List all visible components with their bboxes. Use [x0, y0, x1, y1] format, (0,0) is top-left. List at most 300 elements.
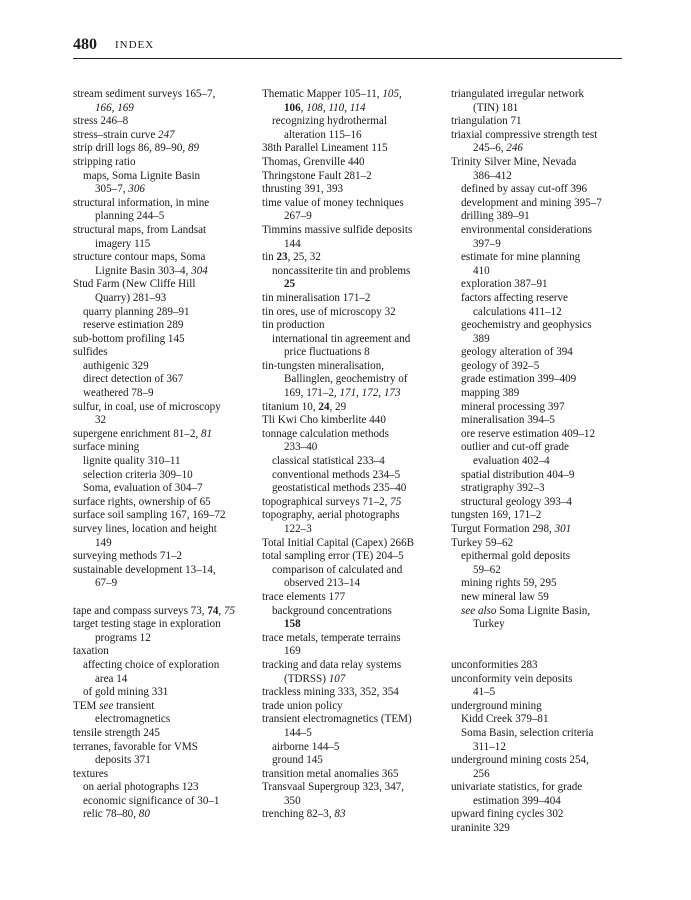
entry-text: development and mining 395–7 — [461, 196, 602, 209]
entry-text: underground mining costs 254, — [451, 754, 589, 767]
entry-text: sulfides — [73, 346, 108, 359]
index-subentry — [73, 373, 259, 387]
index-entry — [262, 550, 452, 564]
entry-text: TEM — [73, 699, 100, 712]
page-header — [73, 36, 622, 59]
index-subentry — [73, 469, 259, 483]
index-entry — [262, 632, 452, 646]
index-entry-continuation — [262, 102, 452, 116]
italic-page-ref: 107 — [328, 672, 346, 685]
index-entry — [262, 306, 452, 320]
index-entry-continuation — [451, 741, 623, 755]
entry-text: tonnage calculation methods — [262, 427, 389, 440]
entry-text: Stud Farm (New Cliffe Hill — [73, 278, 196, 291]
entry-text: trade union policy — [262, 699, 343, 712]
index-entry — [262, 197, 452, 211]
entry-text: stress–strain curve — [73, 128, 159, 141]
italic-page-ref: 89 — [187, 142, 200, 155]
index-entry — [73, 509, 259, 523]
entry-text: maps, Soma Lignite Basin — [83, 169, 201, 182]
entry-text: , 29 — [329, 400, 347, 413]
entry-text: textures — [73, 767, 109, 780]
entry-text: noncassiterite tin and problems — [272, 264, 411, 277]
index-subentry — [451, 183, 623, 197]
entry-text: (TIN) 181 — [473, 101, 519, 114]
entry-text: tape and compass surveys 73, — [73, 604, 208, 617]
index-entry — [262, 360, 452, 374]
section-gap — [73, 591, 259, 605]
entry-text: Trinity Silver Mine, Nevada — [451, 155, 577, 168]
index-entry-continuation — [73, 713, 259, 727]
entry-text: 267–9 — [284, 210, 312, 223]
entry-text: 41–5 — [473, 686, 496, 699]
entry-text: reserve estimation 289 — [83, 319, 184, 332]
index-entry — [73, 346, 259, 360]
bold-page-ref: 106 — [284, 101, 301, 114]
entry-text: 245–6, — [473, 142, 507, 155]
index-entry — [73, 115, 259, 129]
index-subentry — [451, 387, 623, 401]
bold-page-ref: 23 — [276, 251, 288, 264]
italic-page-ref: see also — [461, 604, 497, 617]
entry-text: 350 — [284, 794, 301, 807]
entry-text: structure contour maps, Soma — [73, 251, 206, 264]
entry-text: Kidd Creek 379–81 — [461, 713, 549, 726]
entry-text: weathered 78–9 — [83, 387, 154, 400]
entry-text: Turkey 59–62 — [451, 536, 514, 549]
index-entry — [262, 713, 452, 727]
italic-page-ref: 169 — [117, 101, 134, 114]
index-subentry — [451, 482, 623, 496]
index-entry-continuation — [73, 577, 259, 591]
index-entry — [73, 88, 259, 102]
entry-text: factors affecting reserve — [461, 291, 568, 304]
entry-text: electromagnetics — [95, 713, 171, 726]
entry-text: on aerial photographs 123 — [83, 781, 199, 794]
index-subentry — [451, 428, 623, 442]
index-subentry — [73, 482, 259, 496]
entry-text: unconformities 283 — [451, 658, 538, 671]
entry-text: , — [399, 88, 402, 100]
entry-text: geochemistry and geophysics — [461, 319, 592, 332]
index-entry — [262, 781, 452, 795]
index-entry-continuation — [262, 278, 452, 292]
bold-page-ref: 24 — [318, 400, 330, 413]
index-entry — [73, 129, 259, 143]
index-subentry — [451, 441, 623, 455]
index-entry — [73, 564, 259, 578]
entry-text: supergene enrichment 81–2, — [73, 427, 201, 440]
index-entry-continuation — [73, 754, 259, 768]
entry-text: affecting choice of exploration — [83, 658, 220, 671]
entry-text: total sampling error (TE) 204–5 — [262, 550, 404, 563]
index-subentry — [262, 605, 452, 619]
index-entry-continuation — [262, 210, 452, 224]
index-entry — [73, 251, 259, 265]
entry-text: estimation 399–404 — [473, 794, 561, 807]
index-subentry — [451, 197, 623, 211]
entry-text: geology of 392–5 — [461, 359, 540, 372]
index-subentry — [451, 713, 623, 727]
entry-text: tungsten 169, 171–2 — [451, 509, 542, 522]
bold-page-ref: 158 — [284, 618, 301, 631]
entry-text: exploration 387–91 — [461, 278, 548, 291]
index-entry — [262, 414, 452, 428]
index-entry-continuation — [262, 795, 452, 809]
entry-text: Quarry) 281–93 — [95, 291, 167, 304]
italic-page-ref: 83 — [334, 808, 346, 821]
entry-text: Timmins massive sulfide deposits — [262, 223, 413, 236]
entry-text: structural maps, from Landsat — [73, 223, 207, 236]
entry-text: unconformity vein deposits — [451, 672, 573, 685]
index-entry-continuation — [73, 292, 259, 306]
entry-text: 38th Parallel Lineament 115 — [262, 142, 388, 155]
index-entry — [262, 591, 452, 605]
index-entry — [73, 768, 259, 782]
entry-text: outlier and cut-off grade — [461, 441, 569, 454]
index-entry — [73, 441, 259, 455]
entry-text: defined by assay cut-off 396 — [461, 183, 588, 196]
index-subentry — [262, 115, 452, 129]
entry-text: stress 246–8 — [73, 115, 129, 128]
index-entry — [451, 808, 623, 822]
index-entry — [262, 768, 452, 782]
index-entry — [262, 170, 452, 184]
italic-page-ref: 304 — [191, 264, 208, 277]
index-subentry — [262, 455, 452, 469]
entry-text: surface rights, ownership of 65 — [73, 495, 211, 508]
entry-text: triangulation 71 — [451, 115, 522, 128]
entry-text: spatial distribution 404–9 — [461, 468, 575, 481]
entry-text: taxation — [73, 645, 109, 658]
index-entry-continuation — [262, 577, 452, 591]
entry-text: sustainable development 13–14, — [73, 563, 216, 576]
entry-text: surface soil sampling 167, 169–72 — [73, 509, 226, 522]
entry-text: mineral processing 397 — [461, 400, 565, 413]
italic-page-ref: 114 — [349, 101, 366, 114]
entry-text: Thematic Mapper 105–11, — [262, 88, 383, 100]
index-subentry — [451, 727, 623, 741]
index-entry — [262, 509, 452, 523]
entry-text: 144 — [284, 237, 301, 250]
index-subentry — [73, 808, 259, 822]
index-entry — [73, 700, 259, 714]
entry-text: authigenic 329 — [83, 359, 149, 372]
entry-text: Transvaal Supergroup 323, 347, — [262, 781, 405, 794]
entry-text: (TDRSS) — [284, 672, 329, 685]
entry-text: 149 — [95, 536, 112, 549]
entry-text: 311–12 — [473, 740, 506, 753]
entry-text: tin — [262, 251, 277, 264]
entry-text: , — [322, 101, 329, 114]
entry-text: programs 12 — [95, 631, 151, 644]
entry-text: 256 — [473, 767, 490, 780]
entry-text: sulfur, in coal, use of microscopy — [73, 400, 221, 413]
entry-text: lignite quality 310–11 — [83, 455, 181, 468]
entry-text: calculations 411–12 — [473, 305, 562, 318]
index-subentry — [262, 482, 452, 496]
index-entry — [73, 156, 259, 170]
index-entry-continuation — [262, 727, 452, 741]
italic-page-ref: 81 — [200, 427, 213, 440]
section-gap — [451, 645, 623, 659]
entry-text: terranes, favorable for VMS — [73, 740, 198, 753]
index-entry-continuation — [73, 414, 259, 428]
index-entry — [73, 741, 259, 755]
index-entry-continuation — [451, 795, 623, 809]
index-subentry — [73, 781, 259, 795]
index-entry — [73, 618, 259, 632]
index-subentry — [262, 333, 452, 347]
entry-text: ground 145 — [272, 754, 323, 767]
index-entry-continuation — [262, 645, 452, 659]
entry-text: surveying methods 71–2 — [73, 550, 183, 563]
index-entry — [262, 401, 452, 415]
entry-text: tin ores, use of microscopy 32 — [262, 305, 396, 318]
italic-page-ref: 301 — [554, 523, 572, 535]
index-subentry — [451, 577, 623, 591]
entry-text: planning 244–5 — [95, 210, 165, 223]
entry-text: Thomas, Grenville 440 — [262, 155, 365, 168]
index-entry-continuation — [451, 686, 623, 700]
entry-text: airborne 144–5 — [272, 740, 340, 753]
entry-text: 410 — [473, 264, 490, 277]
index-subentry — [73, 170, 259, 184]
entry-text: transient — [113, 699, 155, 712]
entry-text: estimate for mine planning — [461, 251, 581, 264]
index-entry — [262, 686, 452, 700]
index-entry — [451, 115, 623, 129]
index-subentry — [451, 346, 623, 360]
entry-text: alteration 115–16 — [284, 128, 362, 141]
entry-text: uraninite 329 — [451, 822, 510, 835]
index-subentry — [262, 741, 452, 755]
entry-text: 169 — [284, 645, 301, 658]
italic-page-ref: 247 — [158, 128, 175, 141]
index-entry-continuation — [451, 564, 623, 578]
italic-page-ref: 171 — [339, 387, 357, 400]
index-entry — [73, 727, 259, 741]
italic-page-ref: 75 — [223, 604, 236, 617]
entry-text: stream sediment surveys 165–7, — [73, 88, 216, 100]
index-entry — [262, 156, 452, 170]
entry-text: sub-bottom profiling 145 — [73, 332, 185, 345]
index-entry — [451, 129, 623, 143]
index-entry — [73, 605, 259, 619]
entry-text: grade estimation 399–409 — [461, 373, 577, 386]
entry-text: stratigraphy 392–3 — [461, 482, 545, 495]
italic-page-ref: 166 — [95, 101, 112, 114]
entry-text: surface mining — [73, 441, 140, 454]
index-entry — [262, 183, 452, 197]
entry-text: 397–9 — [473, 237, 501, 250]
entry-text: deposits 371 — [95, 754, 151, 767]
index-entry — [73, 550, 259, 564]
index-entry-continuation — [73, 537, 259, 551]
index-entry-continuation — [451, 265, 623, 279]
entry-text: comparison of calculated and — [272, 563, 403, 576]
bold-page-ref: 74 — [207, 604, 219, 617]
entry-text: structural geology 393–4 — [461, 495, 572, 508]
index-subentry — [73, 795, 259, 809]
entry-text: , — [111, 101, 118, 114]
index-subentry — [73, 306, 259, 320]
index-entry — [262, 428, 452, 442]
index-entry-continuation — [262, 373, 452, 387]
entry-text: transient electromagnetics (TEM) — [262, 713, 412, 726]
index-subentry — [451, 224, 623, 238]
entry-text: international tin agreement and — [272, 332, 411, 345]
italic-page-ref: see — [99, 699, 114, 712]
italic-page-ref: 172 — [361, 387, 379, 400]
entry-text: underground mining — [451, 699, 542, 712]
index-subentry — [73, 319, 259, 333]
index-subentry — [451, 591, 623, 605]
entry-text: , 25, 32 — [287, 251, 321, 264]
index-entry — [451, 537, 623, 551]
section-gap — [451, 632, 623, 646]
italic-page-ref: 80 — [138, 808, 150, 821]
index-entry — [262, 496, 452, 510]
index-entry-continuation — [262, 238, 452, 252]
entry-text: , — [378, 387, 384, 400]
index-subentry — [451, 496, 623, 510]
entry-text: 59–62 — [473, 563, 501, 576]
index-entry — [73, 645, 259, 659]
index-entry — [73, 428, 259, 442]
index-entry-continuation — [73, 632, 259, 646]
index-subentry — [451, 319, 623, 333]
entry-text: direct detection of 367 — [83, 373, 184, 386]
index-entry-continuation — [73, 238, 259, 252]
index-entry-continuation — [262, 618, 452, 632]
entry-text: , — [356, 387, 362, 400]
entry-text: background concentrations — [272, 604, 392, 617]
entry-text: epithermal gold deposits — [461, 550, 571, 563]
index-entry-continuation — [73, 673, 259, 687]
entry-text: 386–412 — [473, 169, 512, 182]
italic-page-ref: 306 — [128, 183, 145, 196]
entry-text: geology alteration of 394 — [461, 346, 573, 359]
index-subentry — [451, 373, 623, 387]
index-subentry — [262, 265, 452, 279]
index-entry — [451, 659, 623, 673]
entry-text: area 14 — [95, 672, 128, 685]
entry-text: trace elements 177 — [262, 590, 346, 603]
index-subentry — [451, 360, 623, 374]
italic-page-ref: 173 — [383, 387, 401, 400]
index-entry — [451, 523, 623, 537]
index-entry — [262, 88, 452, 102]
index-entry-continuation — [451, 238, 623, 252]
index-entry-continuation — [451, 768, 623, 782]
index-entry — [451, 88, 623, 102]
entry-text: environmental considerations — [461, 223, 592, 236]
entry-text: , — [300, 101, 307, 114]
entry-text: triangulated irregular network — [451, 88, 585, 100]
entry-text: mapping 389 — [461, 387, 520, 400]
entry-text: 67–9 — [95, 577, 118, 590]
index-entry — [451, 673, 623, 687]
index-entry — [73, 401, 259, 415]
entry-text: strip drill logs 86, 89–90, — [73, 142, 188, 155]
index-entry — [262, 808, 452, 822]
index-column-1 — [73, 88, 259, 822]
index-entry-continuation — [451, 618, 623, 632]
entry-text: 169, 171–2, — [284, 387, 340, 400]
index-entry — [262, 319, 452, 333]
index-entry — [451, 754, 623, 768]
entry-text: imagery 115 — [95, 237, 151, 250]
index-entry-continuation — [451, 102, 623, 116]
index-entry-continuation — [262, 673, 452, 687]
entry-text: Tli Kwi Cho kimberlite 440 — [262, 414, 386, 427]
entry-text: drilling 389–91 — [461, 210, 530, 223]
index-entry — [73, 142, 259, 156]
index-subentry — [451, 414, 623, 428]
entry-text: titanium 10, — [262, 400, 319, 413]
italic-page-ref: 75 — [390, 495, 402, 508]
entry-text: survey lines, location and height — [73, 523, 217, 535]
entry-text: 122–3 — [284, 523, 312, 535]
entry-text: trace metals, temperate terrains — [262, 631, 401, 644]
index-entry-continuation — [451, 170, 623, 184]
index-entry-continuation — [73, 265, 259, 279]
entry-text: new mineral law 59 — [461, 590, 549, 603]
entry-text: trenching 82–3, — [262, 808, 335, 821]
entry-text: tin mineralisation 171–2 — [262, 291, 371, 304]
entry-text: univariate statistics, for grade — [451, 781, 583, 794]
entry-text: mineralisation 394–5 — [461, 414, 555, 427]
index-subentry — [73, 686, 259, 700]
entry-text: thrusting 391, 393 — [262, 183, 344, 196]
entry-text: 32 — [95, 414, 107, 427]
index-subentry — [73, 360, 259, 374]
index-entry — [262, 659, 452, 673]
entry-text: , — [218, 604, 224, 617]
entry-text: triaxial compressive strength test — [451, 128, 598, 141]
italic-page-ref: 108 — [306, 101, 323, 114]
entry-text: Ballinglen, geochemistry of — [284, 373, 408, 386]
entry-text: evaluation 402–4 — [473, 455, 550, 468]
entry-text: time value of money techniques — [262, 196, 404, 209]
index-subentry — [262, 754, 452, 768]
entry-text: classical statistical 233–4 — [272, 455, 385, 468]
index-entry — [262, 537, 452, 551]
entry-text: Turgut Formation 298, — [451, 523, 555, 535]
entry-text: tin-tungsten mineralisation, — [262, 359, 385, 372]
entry-text: Soma, evaluation of 304–7 — [83, 482, 203, 495]
entry-text: , — [344, 101, 350, 114]
index-entry-continuation — [451, 142, 623, 156]
entry-text: selection criteria 309–10 — [83, 468, 193, 481]
index-column-2 — [262, 88, 452, 822]
entry-text: tracking and data relay systems — [262, 658, 402, 671]
index-entry — [451, 156, 623, 170]
index-column-3 — [451, 88, 623, 836]
entry-text: 233–40 — [284, 441, 318, 454]
entry-text: tin production — [262, 319, 325, 332]
index-subentry — [451, 605, 623, 619]
index-subentry — [73, 387, 259, 401]
entry-text: ore reserve estimation 409–12 — [461, 427, 596, 440]
index-subentry — [451, 550, 623, 564]
entry-text: relic 78–80, — [83, 808, 139, 821]
entry-text: economic significance of 30–1 — [83, 794, 220, 807]
index-entry — [451, 509, 623, 523]
index-entry — [73, 224, 259, 238]
index-entry-continuation — [262, 441, 452, 455]
